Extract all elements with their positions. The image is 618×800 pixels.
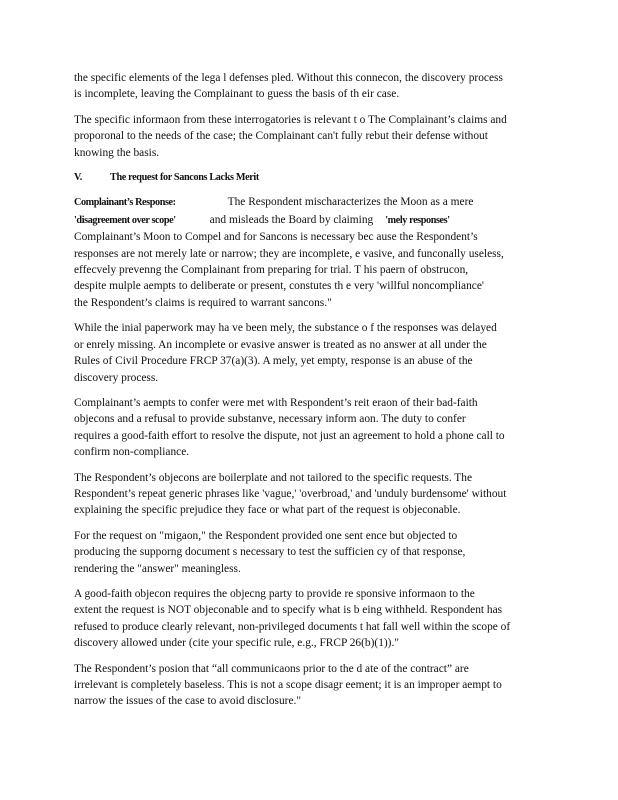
text-line: The Respondent’s objecons are boilerplate and not tailored to the specific requests. The <box>74 471 473 484</box>
text-line: knowing the basis. <box>74 146 160 159</box>
text-line: objecons and a refusal to provide substanve, necessary inform aon. The duty to confer <box>74 413 466 426</box>
text-line: For the request on "migaon," the Respondent provided one sent ence but objected to <box>74 529 458 542</box>
text-line: is incomplete, leaving the Complainant to guess the basis of th eir case. <box>74 88 400 101</box>
text-line: explaining the specific prejudice they face or what part of the request is objeconable. <box>74 504 461 517</box>
text-line: irrelevant is completely baseless. This is not a scope disagr eement; it is an improper aempt to <box>74 679 502 691</box>
quoted-phrase: 'disagreement over scope' <box>74 214 176 226</box>
text-line: or enrely missing. An incomplete or evasive answer is treated as no answer at all under the <box>74 338 487 351</box>
response-text: The Respondent mischaracterizes the Moon as a mere <box>227 196 474 209</box>
text-line: Complainant’s aempts to confer were met with Respondent’s reit eraon of their bad-faith <box>74 396 478 409</box>
text-line: requires a good-faith effort to resolve the dispute, not just an agreement to hold a phone call to <box>74 429 505 442</box>
paragraph-complainant-response <box>74 194 544 311</box>
text-line: The Respondent’s posion that “all communicaons prior to the d ate of the contract” are <box>74 662 469 675</box>
text-line: extent the request is NOT objeconable and to specify what is b eing withheld. Respondent has <box>74 604 503 617</box>
paragraph-mitigation <box>74 528 544 577</box>
text-line: responses are not merely late or narrow; they are incomplete, e vasive, and funconally useless, <box>74 247 504 260</box>
paragraph-boilerplate <box>74 470 544 519</box>
paragraph-position <box>74 661 544 710</box>
section-number: V. <box>74 172 82 184</box>
paragraph-good-faith <box>74 586 544 652</box>
response-label: Complainant’s Response: <box>74 197 176 209</box>
text-line: the specific elements of the lega l defenses pled. Without this connecon, the discovery process <box>74 72 503 84</box>
quoted-phrase: 'mely responses' <box>385 214 450 226</box>
text-line: effecvely prevenng the Complainant from preparing for trial. T his paern of obstrucon, <box>74 264 469 277</box>
text-line: discovery process. <box>74 371 159 384</box>
text-line: The specific informaon from these interrogatories is relevant t o The Complainant’s claims and <box>74 113 507 126</box>
text-line: While the inial paperwork may ha ve been mely, the substance o f the responses was delayed <box>74 322 497 335</box>
paragraph-relevance <box>74 112 544 161</box>
text-line: Complainant’s Moon to Compel and for Sancons is necessary bec ause the Respondent’s <box>74 231 478 244</box>
text-line: A good-faith objecon requires the objecng party to provide re sponsive informaon to the <box>74 587 475 600</box>
document-body <box>74 70 544 719</box>
section-heading <box>74 170 544 186</box>
text-line: confirm non-compliance. <box>74 446 190 459</box>
text-line: proporonal to the needs of the case; the Complainant can't fully rebut their defense without <box>74 130 488 143</box>
text-line: the Respondent’s claims is required to warrant sancons." <box>74 296 332 309</box>
text-line: producing the supporng document s necessary to test the sufficien cy of that response, <box>74 546 466 559</box>
text-line <box>74 194 544 211</box>
text-line: despite mulple aempts to deliberate or present, constutes th e very 'willful noncompliance' <box>74 280 484 293</box>
text-line: refused to produce clearly relevant, non-privileged documents t hat fall well within the scope of <box>74 620 511 633</box>
text-line: rendering the "answer" meaningless. <box>74 562 241 575</box>
text-line: Rules of Civil Procedure FRCP 37(a)(3). A mely, yet empty, response is an abuse of the <box>74 355 473 368</box>
paragraph-defenses <box>74 70 544 103</box>
paragraph-confer <box>74 395 544 461</box>
text-line <box>74 212 544 229</box>
text-line: discovery allowed under (cite your specific rule, e.g., FRCP 26(b)(1))." <box>74 637 399 650</box>
paragraph-initial-paperwork <box>74 320 544 386</box>
response-text: and misleads the Board by claiming <box>209 213 374 226</box>
text-line: Respondent’s repeat generic phrases like 'vague,' 'overbroad,' and 'unduly burdensome' without <box>74 487 507 500</box>
section-title: The request for Sancons Lacks Merit <box>110 172 259 184</box>
text-line: narrow the issues of the case to avoid disclosure." <box>74 695 302 708</box>
